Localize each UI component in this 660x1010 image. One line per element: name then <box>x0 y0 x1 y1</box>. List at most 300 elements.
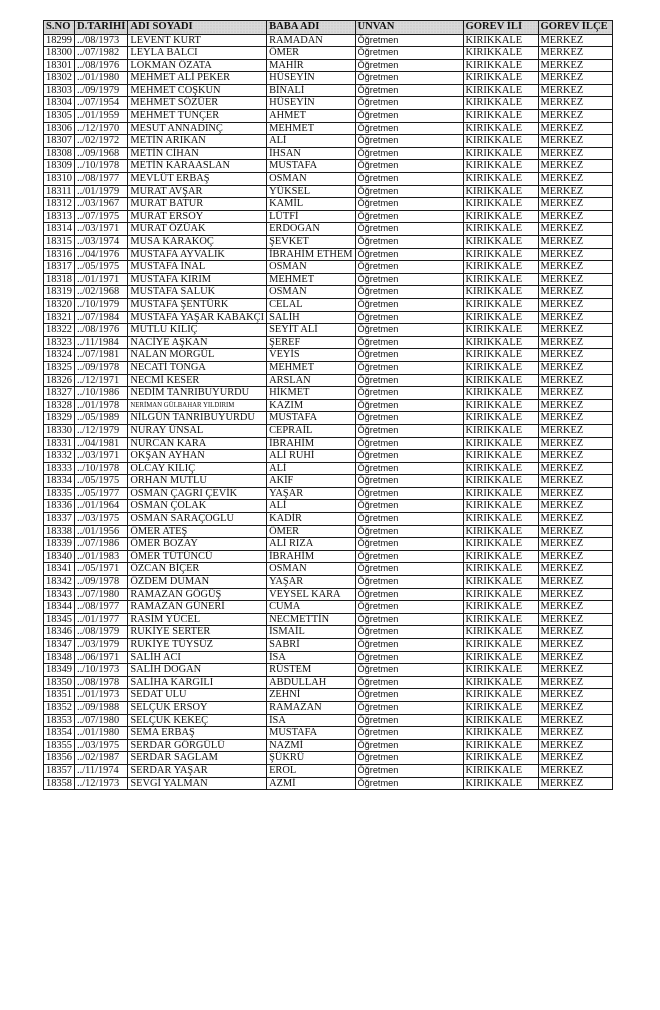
table-row <box>44 714 613 727</box>
cell-father-name: ALİ <box>267 135 355 148</box>
cell-duty-province: KIRIKKALE <box>463 777 538 790</box>
cell-duty-province: KIRIKKALE <box>463 349 538 362</box>
cell-duty-district: MERKEZ <box>538 248 612 261</box>
cell-duty-district: MERKEZ <box>538 185 612 198</box>
cell-full-name: MUSA KARAKOÇ <box>128 236 267 249</box>
cell-father-name: YAŞAR <box>267 576 355 589</box>
cell-title: Öğretmen <box>355 84 463 97</box>
cell-duty-district: MERKEZ <box>538 399 612 412</box>
cell-father-name: SABRİ <box>267 639 355 652</box>
cell-birth-date: ../01/1979 <box>75 185 128 198</box>
cell-father-name: OSMAN <box>267 563 355 576</box>
cell-full-name: LOKMAN ÖZATA <box>128 59 267 72</box>
table-row <box>44 563 613 576</box>
cell-birth-date: ../09/1978 <box>75 361 128 374</box>
cell-duty-district: MERKEZ <box>538 387 612 400</box>
cell-father-name: İSMAİL <box>267 626 355 639</box>
cell-birth-date: ../03/1967 <box>75 198 128 211</box>
table-row <box>44 538 613 551</box>
cell-duty-district: MERKEZ <box>538 424 612 437</box>
cell-title: Öğretmen <box>355 236 463 249</box>
cell-title: Öğretmen <box>355 110 463 123</box>
cell-birth-date: ../07/1986 <box>75 538 128 551</box>
cell-sno: 18310 <box>44 173 75 186</box>
table-row <box>44 450 613 463</box>
cell-father-name: VEYSEL KARA <box>267 588 355 601</box>
cell-title: Öğretmen <box>355 173 463 186</box>
table-row <box>44 286 613 299</box>
cell-father-name: CELAL <box>267 298 355 311</box>
table-row <box>44 399 613 412</box>
cell-sno: 18300 <box>44 47 75 60</box>
table-row <box>44 513 613 526</box>
cell-duty-district: MERKEZ <box>538 714 612 727</box>
table-row <box>44 550 613 563</box>
cell-full-name: METİN KARAASLAN <box>128 160 267 173</box>
cell-duty-district: MERKEZ <box>538 47 612 60</box>
header-father-name: BABA ADI <box>267 21 355 35</box>
cell-duty-province: KIRIKKALE <box>463 752 538 765</box>
cell-title: Öğretmen <box>355 437 463 450</box>
cell-duty-province: KIRIKKALE <box>463 122 538 135</box>
cell-full-name: MESUT ANNADINÇ <box>128 122 267 135</box>
cell-birth-date: ../05/1971 <box>75 563 128 576</box>
cell-birth-date: ../10/1986 <box>75 387 128 400</box>
cell-title: Öğretmen <box>355 261 463 274</box>
cell-full-name: ÖMER TÜTÜNCÜ <box>128 550 267 563</box>
cell-birth-date: ../09/1988 <box>75 701 128 714</box>
cell-duty-province: KIRIKKALE <box>463 135 538 148</box>
cell-title: Öğretmen <box>355 34 463 47</box>
cell-birth-date: ../07/1980 <box>75 588 128 601</box>
cell-father-name: YAŞAR <box>267 487 355 500</box>
cell-duty-province: KIRIKKALE <box>463 34 538 47</box>
cell-title: Öğretmen <box>355 576 463 589</box>
cell-title: Öğretmen <box>355 450 463 463</box>
table-row <box>44 576 613 589</box>
cell-full-name: NEDİM TANRIBUYURDU <box>128 387 267 400</box>
cell-full-name: MUSTAFA ŞENTÜRK <box>128 298 267 311</box>
cell-duty-province: KIRIKKALE <box>463 273 538 286</box>
cell-duty-district: MERKEZ <box>538 34 612 47</box>
cell-duty-province: KIRIKKALE <box>463 412 538 425</box>
cell-duty-district: MERKEZ <box>538 764 612 777</box>
cell-title: Öğretmen <box>355 613 463 626</box>
cell-full-name: NERİMAN GÜLBAHAR YILDIRIM <box>128 399 267 412</box>
cell-title: Öğretmen <box>355 689 463 702</box>
table-row <box>44 34 613 47</box>
cell-duty-province: KIRIKKALE <box>463 261 538 274</box>
table-row <box>44 613 613 626</box>
cell-duty-district: MERKEZ <box>538 550 612 563</box>
cell-duty-district: MERKEZ <box>538 84 612 97</box>
cell-full-name: SERDAR SAĞLAM <box>128 752 267 765</box>
cell-duty-province: KIRIKKALE <box>463 576 538 589</box>
cell-birth-date: ../10/1978 <box>75 462 128 475</box>
roster-table <box>43 20 613 790</box>
cell-duty-district: MERKEZ <box>538 563 612 576</box>
cell-duty-province: KIRIKKALE <box>463 185 538 198</box>
cell-duty-district: MERKEZ <box>538 261 612 274</box>
cell-duty-province: KIRIKKALE <box>463 525 538 538</box>
cell-full-name: SEMA ERBAŞ <box>128 727 267 740</box>
cell-father-name: MEHMET <box>267 361 355 374</box>
cell-father-name: MAHİR <box>267 59 355 72</box>
cell-title: Öğretmen <box>355 727 463 740</box>
cell-full-name: NACİYE AŞKAN <box>128 336 267 349</box>
cell-sno: 18312 <box>44 198 75 211</box>
cell-full-name: ÖMER BOZAY <box>128 538 267 551</box>
cell-sno: 18340 <box>44 550 75 563</box>
cell-full-name: ÖMER ATEŞ <box>128 525 267 538</box>
cell-father-name: İBRAHİM <box>267 550 355 563</box>
table-row <box>44 639 613 652</box>
cell-sno: 18303 <box>44 84 75 97</box>
cell-duty-province: KIRIKKALE <box>463 450 538 463</box>
cell-sno: 18345 <box>44 613 75 626</box>
cell-duty-district: MERKEZ <box>538 513 612 526</box>
cell-duty-province: KIRIKKALE <box>463 513 538 526</box>
cell-birth-date: ../07/1982 <box>75 47 128 60</box>
cell-father-name: KADİR <box>267 513 355 526</box>
cell-father-name: MEHMET <box>267 273 355 286</box>
cell-full-name: ORHAN MUTLU <box>128 475 267 488</box>
cell-father-name: KAZIM <box>267 399 355 412</box>
cell-birth-date: ../05/1977 <box>75 487 128 500</box>
cell-sno: 18349 <box>44 664 75 677</box>
cell-full-name: MURAT ERSOY <box>128 210 267 223</box>
cell-full-name: MEHMET TUNÇER <box>128 110 267 123</box>
cell-title: Öğretmen <box>355 739 463 752</box>
cell-full-name: METİN CİHAN <box>128 147 267 160</box>
cell-father-name: OSMAN <box>267 173 355 186</box>
cell-birth-date: ../01/1971 <box>75 273 128 286</box>
cell-title: Öğretmen <box>355 664 463 677</box>
cell-birth-date: ../01/1983 <box>75 550 128 563</box>
cell-duty-province: KIRIKKALE <box>463 324 538 337</box>
cell-duty-province: KIRIKKALE <box>463 538 538 551</box>
cell-duty-province: KIRIKKALE <box>463 72 538 85</box>
table-row <box>44 752 613 765</box>
cell-title: Öğretmen <box>355 563 463 576</box>
cell-duty-district: MERKEZ <box>538 160 612 173</box>
cell-sno: 18311 <box>44 185 75 198</box>
table-row <box>44 110 613 123</box>
cell-duty-district: MERKEZ <box>538 777 612 790</box>
table-row <box>44 689 613 702</box>
cell-full-name: NİLGÜN TANRIBUYURDU <box>128 412 267 425</box>
cell-father-name: İSA <box>267 714 355 727</box>
cell-title: Öğretmen <box>355 135 463 148</box>
cell-duty-district: MERKEZ <box>538 752 612 765</box>
cell-duty-province: KIRIKKALE <box>463 147 538 160</box>
cell-full-name: OKŞAN AYHAN <box>128 450 267 463</box>
cell-full-name: SEVGİ YALMAN <box>128 777 267 790</box>
cell-sno: 18307 <box>44 135 75 148</box>
cell-full-name: ÖZCAN BİÇER <box>128 563 267 576</box>
cell-duty-district: MERKEZ <box>538 236 612 249</box>
table-row <box>44 676 613 689</box>
cell-sno: 18323 <box>44 336 75 349</box>
cell-birth-date: ../05/1975 <box>75 475 128 488</box>
cell-birth-date: ../01/1964 <box>75 500 128 513</box>
cell-birth-date: ../10/1979 <box>75 298 128 311</box>
table-row <box>44 59 613 72</box>
cell-father-name: CUMA <box>267 601 355 614</box>
cell-sno: 18354 <box>44 727 75 740</box>
cell-father-name: HÜSEYİN <box>267 97 355 110</box>
cell-sno: 18304 <box>44 97 75 110</box>
cell-sno: 18351 <box>44 689 75 702</box>
cell-full-name: MEHMET SÖZÜER <box>128 97 267 110</box>
cell-birth-date: ../07/1984 <box>75 311 128 324</box>
cell-sno: 18350 <box>44 676 75 689</box>
cell-title: Öğretmen <box>355 311 463 324</box>
cell-duty-province: KIRIKKALE <box>463 651 538 664</box>
cell-title: Öğretmen <box>355 475 463 488</box>
table-row <box>44 261 613 274</box>
cell-duty-district: MERKEZ <box>538 639 612 652</box>
cell-father-name: RAMAZAN <box>267 701 355 714</box>
cell-title: Öğretmen <box>355 286 463 299</box>
header-row <box>44 21 613 35</box>
cell-full-name: LEVENT KURT <box>128 34 267 47</box>
table-row <box>44 324 613 337</box>
table-row <box>44 462 613 475</box>
cell-title: Öğretmen <box>355 349 463 362</box>
cell-full-name: MEVLÜT ERBAŞ <box>128 173 267 186</box>
cell-duty-province: KIRIKKALE <box>463 374 538 387</box>
cell-duty-province: KIRIKKALE <box>463 248 538 261</box>
cell-title: Öğretmen <box>355 500 463 513</box>
cell-duty-province: KIRIKKALE <box>463 399 538 412</box>
cell-full-name: NURCAN KARA <box>128 437 267 450</box>
cell-full-name: NECMİ KESER <box>128 374 267 387</box>
cell-duty-district: MERKEZ <box>538 739 612 752</box>
cell-father-name: İSA <box>267 651 355 664</box>
cell-duty-district: MERKEZ <box>538 701 612 714</box>
cell-title: Öğretmen <box>355 399 463 412</box>
header-birth-date: D.TARİHİ <box>75 21 128 35</box>
cell-duty-province: KIRIKKALE <box>463 311 538 324</box>
cell-father-name: OSMAN <box>267 286 355 299</box>
cell-duty-province: KIRIKKALE <box>463 298 538 311</box>
cell-birth-date: ../04/1981 <box>75 437 128 450</box>
table-row <box>44 198 613 211</box>
cell-duty-province: KIRIKKALE <box>463 110 538 123</box>
cell-sno: 18317 <box>44 261 75 274</box>
cell-duty-district: MERKEZ <box>538 576 612 589</box>
cell-duty-province: KIRIKKALE <box>463 563 538 576</box>
cell-duty-district: MERKEZ <box>538 525 612 538</box>
cell-full-name: MURAT AVŞAR <box>128 185 267 198</box>
cell-father-name: EROL <box>267 764 355 777</box>
header-sno: S.NO <box>44 21 75 35</box>
cell-sno: 18331 <box>44 437 75 450</box>
cell-birth-date: ../01/1977 <box>75 613 128 626</box>
cell-full-name: METİN ARIKAN <box>128 135 267 148</box>
cell-birth-date: ../09/1978 <box>75 576 128 589</box>
cell-father-name: AHMET <box>267 110 355 123</box>
table-row <box>44 223 613 236</box>
cell-father-name: SEYİT ALİ <box>267 324 355 337</box>
cell-duty-district: MERKEZ <box>538 59 612 72</box>
table-row <box>44 84 613 97</box>
cell-father-name: MUSTAFA <box>267 727 355 740</box>
cell-full-name: SELÇUK ERSOY <box>128 701 267 714</box>
cell-duty-district: MERKEZ <box>538 727 612 740</box>
table-row <box>44 626 613 639</box>
cell-full-name: OSMAN ÇAĞRI ÇEVİK <box>128 487 267 500</box>
cell-full-name: SERDAR GÖRGÜLÜ <box>128 739 267 752</box>
cell-duty-district: MERKEZ <box>538 601 612 614</box>
cell-birth-date: ../03/1975 <box>75 739 128 752</box>
cell-father-name: ABDULLAH <box>267 676 355 689</box>
cell-title: Öğretmen <box>355 59 463 72</box>
cell-father-name: AKİF <box>267 475 355 488</box>
table-row <box>44 248 613 261</box>
cell-father-name: RAMADAN <box>267 34 355 47</box>
cell-full-name: SALİH ACI <box>128 651 267 664</box>
table-row <box>44 273 613 286</box>
table-row <box>44 147 613 160</box>
cell-duty-province: KIRIKKALE <box>463 475 538 488</box>
cell-duty-province: KIRIKKALE <box>463 664 538 677</box>
cell-full-name: MEHMET ALİ PEKER <box>128 72 267 85</box>
cell-sno: 18356 <box>44 752 75 765</box>
cell-birth-date: ../09/1968 <box>75 147 128 160</box>
cell-father-name: VEYİS <box>267 349 355 362</box>
cell-sno: 18305 <box>44 110 75 123</box>
cell-full-name: OSMAN ÇOLAK <box>128 500 267 513</box>
cell-duty-district: MERKEZ <box>538 173 612 186</box>
cell-duty-province: KIRIKKALE <box>463 84 538 97</box>
cell-title: Öğretmen <box>355 462 463 475</box>
cell-father-name: İBRAHİM <box>267 437 355 450</box>
cell-sno: 18325 <box>44 361 75 374</box>
cell-duty-province: KIRIKKALE <box>463 173 538 186</box>
cell-sno: 18353 <box>44 714 75 727</box>
cell-sno: 18327 <box>44 387 75 400</box>
cell-duty-province: KIRIKKALE <box>463 59 538 72</box>
table-row <box>44 387 613 400</box>
table-row <box>44 173 613 186</box>
cell-title: Öğretmen <box>355 210 463 223</box>
cell-birth-date: ../08/1976 <box>75 324 128 337</box>
cell-title: Öğretmen <box>355 336 463 349</box>
cell-full-name: SALİH DOĞAN <box>128 664 267 677</box>
cell-full-name: SELÇUK KEKEÇ <box>128 714 267 727</box>
cell-father-name: RÜSTEM <box>267 664 355 677</box>
cell-father-name: CEPRAİL <box>267 424 355 437</box>
cell-father-name: OSMAN <box>267 261 355 274</box>
table-row <box>44 361 613 374</box>
cell-full-name: MUTLU KILIÇ <box>128 324 267 337</box>
cell-duty-province: KIRIKKALE <box>463 223 538 236</box>
table-row <box>44 412 613 425</box>
cell-birth-date: ../07/1975 <box>75 210 128 223</box>
cell-duty-district: MERKEZ <box>538 437 612 450</box>
cell-duty-district: MERKEZ <box>538 349 612 362</box>
cell-title: Öğretmen <box>355 777 463 790</box>
cell-title: Öğretmen <box>355 223 463 236</box>
cell-duty-province: KIRIKKALE <box>463 462 538 475</box>
cell-title: Öğretmen <box>355 72 463 85</box>
cell-duty-district: MERKEZ <box>538 286 612 299</box>
cell-birth-date: ../08/1979 <box>75 626 128 639</box>
table-row <box>44 210 613 223</box>
cell-duty-province: KIRIKKALE <box>463 47 538 60</box>
cell-duty-province: KIRIKKALE <box>463 701 538 714</box>
cell-sno: 18308 <box>44 147 75 160</box>
cell-duty-district: MERKEZ <box>538 475 612 488</box>
table-row <box>44 336 613 349</box>
cell-birth-date: ../08/1978 <box>75 676 128 689</box>
cell-duty-district: MERKEZ <box>538 500 612 513</box>
cell-title: Öğretmen <box>355 248 463 261</box>
cell-birth-date: ../12/1970 <box>75 122 128 135</box>
table-row <box>44 236 613 249</box>
table-body <box>44 34 613 790</box>
cell-birth-date: ../01/1980 <box>75 727 128 740</box>
cell-full-name: NALAN MORGÜL <box>128 349 267 362</box>
cell-title: Öğretmen <box>355 324 463 337</box>
cell-birth-date: ../03/1974 <box>75 236 128 249</box>
table-row <box>44 298 613 311</box>
table-row <box>44 97 613 110</box>
cell-duty-province: KIRIKKALE <box>463 727 538 740</box>
cell-sno: 18335 <box>44 487 75 500</box>
cell-duty-province: KIRIKKALE <box>463 160 538 173</box>
table-row <box>44 764 613 777</box>
cell-father-name: ŞEREF <box>267 336 355 349</box>
cell-father-name: ALİ RIZA <box>267 538 355 551</box>
cell-title: Öğretmen <box>355 424 463 437</box>
header-title: UNVAN <box>355 21 463 35</box>
cell-duty-province: KIRIKKALE <box>463 689 538 702</box>
cell-duty-district: MERKEZ <box>538 223 612 236</box>
cell-sno: 18338 <box>44 525 75 538</box>
cell-father-name: NECMETTİN <box>267 613 355 626</box>
cell-sno: 18358 <box>44 777 75 790</box>
cell-duty-district: MERKEZ <box>538 676 612 689</box>
cell-birth-date: ../08/1973 <box>75 34 128 47</box>
cell-title: Öğretmen <box>355 412 463 425</box>
cell-sno: 18330 <box>44 424 75 437</box>
cell-full-name: RASİM YÜCEL <box>128 613 267 626</box>
cell-title: Öğretmen <box>355 47 463 60</box>
cell-birth-date: ../02/1987 <box>75 752 128 765</box>
cell-father-name: HÜSEYİN <box>267 72 355 85</box>
cell-sno: 18347 <box>44 639 75 652</box>
cell-duty-district: MERKEZ <box>538 450 612 463</box>
cell-sno: 18322 <box>44 324 75 337</box>
cell-duty-district: MERKEZ <box>538 198 612 211</box>
cell-duty-province: KIRIKKALE <box>463 714 538 727</box>
cell-duty-province: KIRIKKALE <box>463 97 538 110</box>
cell-title: Öğretmen <box>355 764 463 777</box>
header-duty-province: GOREV İLİ <box>463 21 538 35</box>
cell-sno: 18299 <box>44 34 75 47</box>
table-row <box>44 664 613 677</box>
cell-father-name: HİKMET <box>267 387 355 400</box>
table-row <box>44 601 613 614</box>
cell-father-name: ERDOĞAN <box>267 223 355 236</box>
cell-duty-province: KIRIKKALE <box>463 550 538 563</box>
cell-duty-province: KIRIKKALE <box>463 198 538 211</box>
cell-full-name: OSMAN SARAÇOĞLU <box>128 513 267 526</box>
cell-duty-district: MERKEZ <box>538 664 612 677</box>
